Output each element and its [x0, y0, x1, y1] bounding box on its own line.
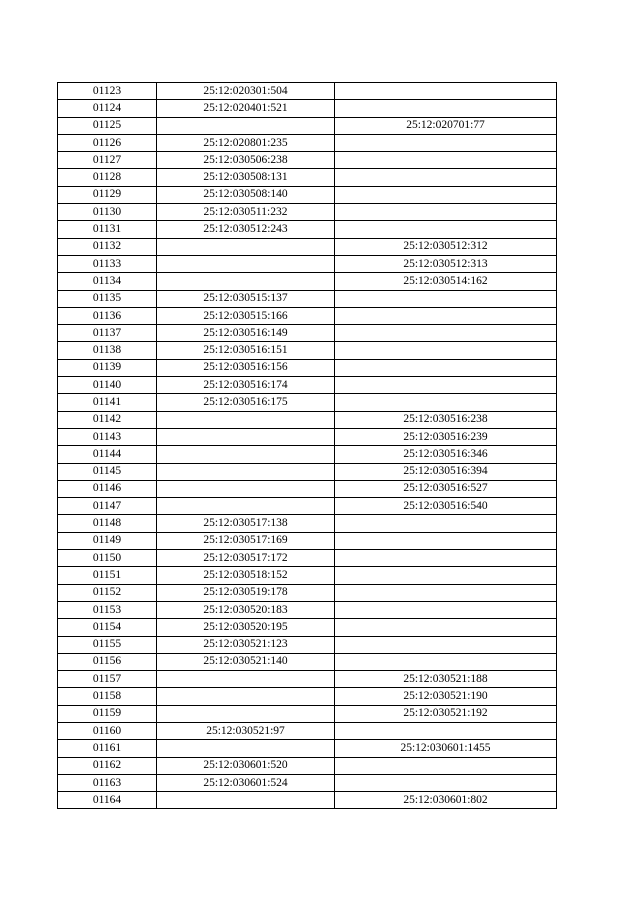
table-row	[58, 446, 557, 463]
cadastral-number-alt-cell	[335, 325, 557, 342]
table-row	[58, 169, 557, 186]
cadastral-number-alt-cell	[335, 757, 557, 774]
row-number-cell: 01157	[58, 671, 157, 688]
row-number-cell: 01125	[58, 117, 157, 134]
table-row	[58, 567, 557, 584]
cadastral-number-alt-cell	[335, 722, 557, 739]
table-row	[58, 394, 557, 411]
cadastral-number-alt-cell: 25:12:030521:188	[335, 671, 557, 688]
cadastral-number-alt-cell	[335, 584, 557, 601]
cadastral-number-cell	[157, 446, 335, 463]
table-row	[58, 463, 557, 480]
cadastral-number-alt-cell	[335, 342, 557, 359]
cadastral-number-alt-cell	[335, 550, 557, 567]
table-row	[58, 792, 557, 809]
cadastral-number-alt-cell	[335, 307, 557, 324]
cadastral-number-cell: 25:12:030516:174	[157, 377, 335, 394]
row-number-cell: 01161	[58, 740, 157, 757]
table-row	[58, 498, 557, 515]
table-row	[58, 550, 557, 567]
row-number-cell: 01160	[58, 722, 157, 739]
table-row	[58, 134, 557, 151]
cadastral-number-cell: 25:12:030521:97	[157, 722, 335, 739]
cadastral-number-cell: 25:12:030512:243	[157, 221, 335, 238]
table-row	[58, 688, 557, 705]
cadastral-number-cell: 25:12:030520:183	[157, 601, 335, 618]
cadastral-number-alt-cell: 25:12:030516:238	[335, 411, 557, 428]
table-row	[58, 671, 557, 688]
table-row	[58, 238, 557, 255]
cadastral-number-alt-cell: 25:12:030512:313	[335, 255, 557, 272]
table-row	[58, 290, 557, 307]
cadastral-number-alt-cell	[335, 221, 557, 238]
table-row	[58, 255, 557, 272]
cadastral-number-cell: 25:12:030506:238	[157, 152, 335, 169]
row-number-cell: 01163	[58, 774, 157, 791]
row-number-cell: 01150	[58, 550, 157, 567]
cadastral-number-alt-cell: 25:12:030521:190	[335, 688, 557, 705]
cadastral-number-cell	[157, 428, 335, 445]
table-row	[58, 515, 557, 532]
cadastral-number-cell	[157, 411, 335, 428]
cadastral-number-alt-cell: 25:12:030512:312	[335, 238, 557, 255]
row-number-cell: 01138	[58, 342, 157, 359]
table-row	[58, 152, 557, 169]
cadastral-number-cell	[157, 671, 335, 688]
cadastral-number-cell: 25:12:030601:524	[157, 774, 335, 791]
row-number-cell: 01164	[58, 792, 157, 809]
row-number-cell: 01155	[58, 636, 157, 653]
row-number-cell: 01135	[58, 290, 157, 307]
table-row	[58, 273, 557, 290]
cadastral-number-alt-cell	[335, 774, 557, 791]
cadastral-number-alt-cell	[335, 377, 557, 394]
table-row	[58, 774, 557, 791]
row-number-cell: 01153	[58, 601, 157, 618]
row-number-cell: 01143	[58, 428, 157, 445]
cadastral-number-cell: 25:12:030521:140	[157, 653, 335, 670]
cadastral-number-cell: 25:12:030521:123	[157, 636, 335, 653]
table-row	[58, 722, 557, 739]
row-number-cell: 01139	[58, 359, 157, 376]
table-row	[58, 186, 557, 203]
cadastral-number-alt-cell: 25:12:030516:346	[335, 446, 557, 463]
cadastral-number-cell	[157, 498, 335, 515]
row-number-cell: 01144	[58, 446, 157, 463]
row-number-cell: 01154	[58, 619, 157, 636]
cadastral-number-alt-cell	[335, 100, 557, 117]
cadastral-number-alt-cell	[335, 515, 557, 532]
cadastral-number-alt-cell	[335, 601, 557, 618]
table-row	[58, 636, 557, 653]
table-row	[58, 601, 557, 618]
row-number-cell: 01140	[58, 377, 157, 394]
cadastral-number-alt-cell: 25:12:030516:527	[335, 480, 557, 497]
row-number-cell: 01124	[58, 100, 157, 117]
cadastral-number-cell: 25:12:030516:156	[157, 359, 335, 376]
table-row	[58, 100, 557, 117]
row-number-cell: 01152	[58, 584, 157, 601]
cadastral-number-alt-cell	[335, 152, 557, 169]
cadastral-number-alt-cell	[335, 204, 557, 221]
cadastral-number-alt-cell: 25:12:020701:77	[335, 117, 557, 134]
table-row	[58, 359, 557, 376]
table-row	[58, 584, 557, 601]
row-number-cell: 01145	[58, 463, 157, 480]
cadastral-number-cell: 25:12:030508:131	[157, 169, 335, 186]
cadastral-number-alt-cell	[335, 567, 557, 584]
row-number-cell: 01127	[58, 152, 157, 169]
row-number-cell: 01136	[58, 307, 157, 324]
cadastral-number-alt-cell	[335, 359, 557, 376]
row-number-cell: 01126	[58, 134, 157, 151]
cadastral-number-alt-cell	[335, 619, 557, 636]
cadastral-number-alt-cell: 25:12:030601:802	[335, 792, 557, 809]
table-row	[58, 307, 557, 324]
cadastral-number-cell	[157, 255, 335, 272]
row-number-cell: 01146	[58, 480, 157, 497]
cadastral-number-cell: 25:12:030517:172	[157, 550, 335, 567]
table-row	[58, 740, 557, 757]
cadastral-number-alt-cell	[335, 532, 557, 549]
cadastral-number-cell: 25:12:030515:137	[157, 290, 335, 307]
table-row	[58, 83, 557, 100]
cadastral-number-alt-cell	[335, 83, 557, 100]
table-row	[58, 428, 557, 445]
cadastral-number-cell: 25:12:030516:175	[157, 394, 335, 411]
cadastral-number-cell	[157, 688, 335, 705]
row-number-cell: 01162	[58, 757, 157, 774]
cadastral-number-alt-cell	[335, 169, 557, 186]
cadastral-number-cell: 25:12:030517:138	[157, 515, 335, 532]
cadastral-number-alt-cell	[335, 636, 557, 653]
table-row	[58, 221, 557, 238]
table-row	[58, 619, 557, 636]
row-number-cell: 01123	[58, 83, 157, 100]
row-number-cell: 01158	[58, 688, 157, 705]
cadastral-number-alt-cell	[335, 653, 557, 670]
cadastral-number-alt-cell	[335, 186, 557, 203]
cadastral-number-cell	[157, 740, 335, 757]
cadastral-number-cell	[157, 792, 335, 809]
table-row	[58, 117, 557, 134]
row-number-cell: 01133	[58, 255, 157, 272]
cadastral-number-cell: 25:12:030601:520	[157, 757, 335, 774]
table-row	[58, 480, 557, 497]
cadastral-number-cell	[157, 705, 335, 722]
table-body	[58, 83, 557, 809]
cadastral-number-cell: 25:12:030516:151	[157, 342, 335, 359]
row-number-cell: 01142	[58, 411, 157, 428]
table-row	[58, 411, 557, 428]
cadastral-number-table	[57, 82, 557, 809]
row-number-cell: 01130	[58, 204, 157, 221]
row-number-cell: 01147	[58, 498, 157, 515]
cadastral-number-cell	[157, 480, 335, 497]
cadastral-number-cell: 25:12:020301:504	[157, 83, 335, 100]
cadastral-number-cell	[157, 273, 335, 290]
cadastral-number-alt-cell: 25:12:030514:162	[335, 273, 557, 290]
table-row	[58, 532, 557, 549]
cadastral-number-alt-cell	[335, 134, 557, 151]
row-number-cell: 01159	[58, 705, 157, 722]
cadastral-number-cell: 25:12:030517:169	[157, 532, 335, 549]
row-number-cell: 01137	[58, 325, 157, 342]
row-number-cell: 01151	[58, 567, 157, 584]
cadastral-number-alt-cell	[335, 290, 557, 307]
cadastral-number-alt-cell: 25:12:030601:1455	[335, 740, 557, 757]
cadastral-number-alt-cell: 25:12:030516:540	[335, 498, 557, 515]
table-row	[58, 377, 557, 394]
cadastral-number-cell: 25:12:030518:152	[157, 567, 335, 584]
row-number-cell: 01134	[58, 273, 157, 290]
row-number-cell: 01132	[58, 238, 157, 255]
cadastral-number-cell: 25:12:020401:521	[157, 100, 335, 117]
table-row	[58, 342, 557, 359]
cadastral-number-cell: 25:12:030515:166	[157, 307, 335, 324]
table-row	[58, 705, 557, 722]
cadastral-number-cell: 25:12:030511:232	[157, 204, 335, 221]
cadastral-number-alt-cell: 25:12:030516:394	[335, 463, 557, 480]
cadastral-number-cell: 25:12:030516:149	[157, 325, 335, 342]
table-row	[58, 204, 557, 221]
cadastral-number-alt-cell: 25:12:030516:239	[335, 428, 557, 445]
cadastral-number-cell	[157, 463, 335, 480]
cadastral-number-cell: 25:12:030519:178	[157, 584, 335, 601]
cadastral-number-cell: 25:12:030520:195	[157, 619, 335, 636]
row-number-cell: 01141	[58, 394, 157, 411]
cadastral-number-cell	[157, 117, 335, 134]
cadastral-number-alt-cell	[335, 394, 557, 411]
cadastral-number-cell: 25:12:030508:140	[157, 186, 335, 203]
row-number-cell: 01149	[58, 532, 157, 549]
row-number-cell: 01148	[58, 515, 157, 532]
table-row	[58, 653, 557, 670]
row-number-cell: 01129	[58, 186, 157, 203]
table-row	[58, 325, 557, 342]
cadastral-number-alt-cell: 25:12:030521:192	[335, 705, 557, 722]
cadastral-number-cell	[157, 238, 335, 255]
row-number-cell: 01156	[58, 653, 157, 670]
row-number-cell: 01131	[58, 221, 157, 238]
cadastral-number-cell: 25:12:020801:235	[157, 134, 335, 151]
row-number-cell: 01128	[58, 169, 157, 186]
table-row	[58, 757, 557, 774]
